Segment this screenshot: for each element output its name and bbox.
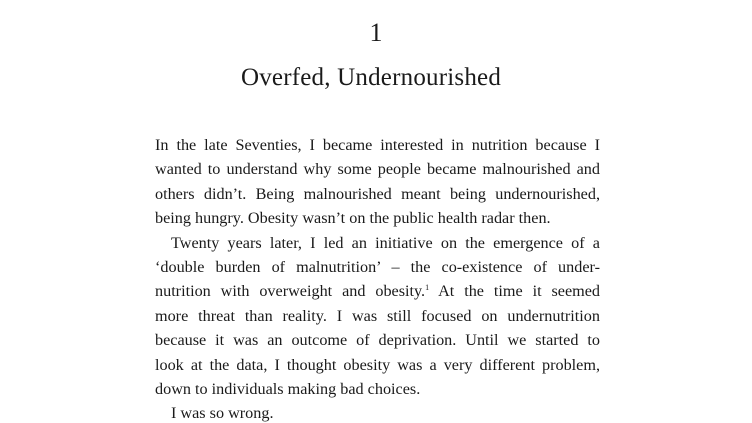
text-line: being hungry. Obesity wasn’t on the public health radar then.	[155, 209, 551, 228]
body-text	[155, 133, 600, 423]
text-line: others didn’t. Being malnourished meant being undernourished,	[155, 184, 600, 203]
chapter-number: 1	[369, 18, 383, 47]
text-line	[155, 279, 600, 303]
text-line: I was so wrong.	[171, 404, 274, 423]
paragraph	[155, 231, 600, 402]
footnote-ref[interactable]: 1	[425, 283, 430, 293]
text-line: wanted to understand why some people became malnourished and	[155, 160, 600, 179]
paragraph	[155, 401, 600, 423]
text-line: more threat than reality. I was still focused on undernutrition	[155, 306, 600, 325]
text-line: down to individuals making bad choices.	[155, 379, 421, 398]
text-line-end: At the time it seemed	[429, 282, 601, 301]
text-line: In the late Seventies, I became interested in nutrition because I	[155, 136, 600, 154]
text-line: because it was an outcome of deprivation. Until we started to	[155, 331, 600, 350]
text-line: ‘double burden of malnutrition’ – the co-existence of under-	[155, 257, 600, 276]
paragraph	[155, 133, 600, 231]
chapter-title: Overfed, Undernourished	[240, 64, 502, 91]
text-line-start: nutrition with overweight and obesity.	[155, 282, 426, 301]
text-line: Twenty years later, I led an initiative on the emergence of a	[171, 233, 600, 252]
text-line: look at the data, I thought obesity was a very different problem,	[155, 355, 600, 374]
